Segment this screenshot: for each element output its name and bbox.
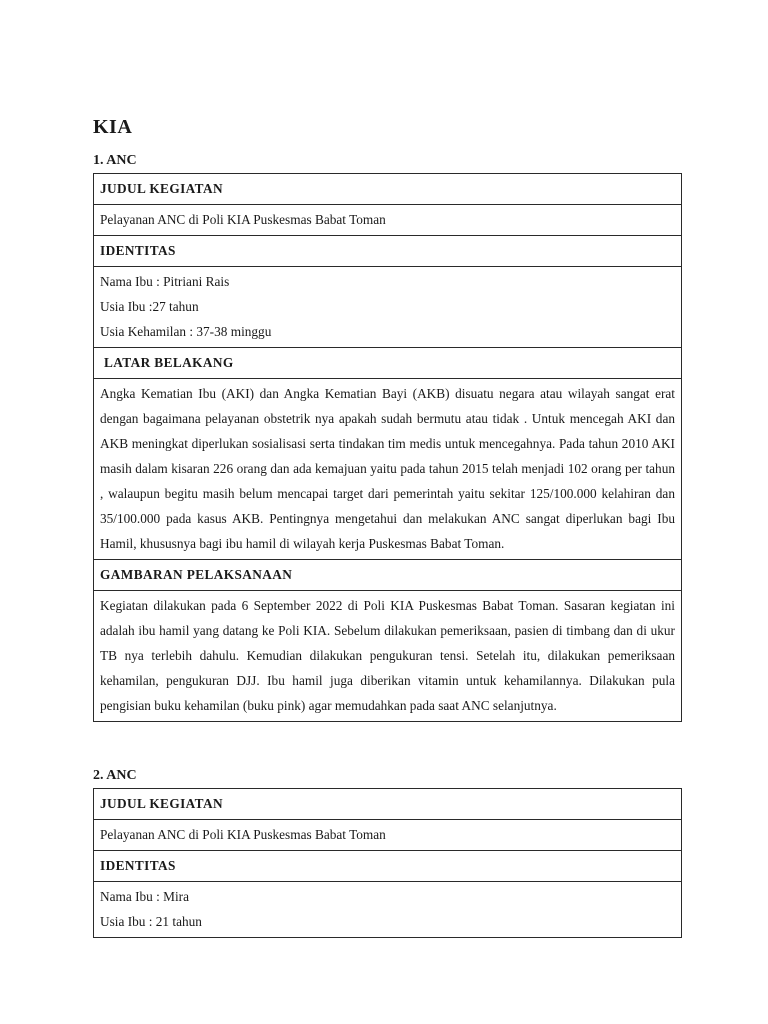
section-heading: 1. ANC [93, 153, 137, 168]
activity-table [93, 173, 682, 722]
table-row [94, 379, 682, 560]
latar-belakang-label: LATAR BELAKANG [94, 348, 682, 379]
table-row [94, 205, 682, 236]
table-row [94, 560, 682, 591]
latar-belakang-text: Angka Kematian Ibu (AKI) dan Angka Kematian Bayi (AKB) disuatu negara atau wilayah sangat erat dengan bagaimana pelayanan obstetrik nya apakah sudah bermutu atau tidak . Untuk mencegah AKI dan AKB meningkat diperlukan sosialisasi serta tindakan tim medis untuk mencegahnya. Pada tahun 2010 AKI masih dalam kisaran 226 orang dan ada kemajuan yaitu pada tahun 2015 telah menjadi 102 orang per tahun , walaupun begitu masih belum mencapai target dari pemerintah yaitu sekitar 125/100.000 kelahiran dan 35/100.000 pada kasus AKB. Pentingnya mengetahui dan melakukan ANC sangat diperlukan bagi Ibu Hamil, khususnya bagi ibu hamil di wilayah kerja Puskesmas Babat Toman. [94, 379, 682, 560]
table-row [94, 348, 682, 379]
identitas-nama: Nama Ibu : Mira [100, 889, 189, 904]
judul-kegiatan-value: Pelayanan ANC di Poli KIA Puskesmas Babat Toman [94, 205, 682, 236]
identitas-usia: Usia Ibu : 21 tahun [100, 914, 202, 929]
identitas-label: IDENTITAS [94, 851, 682, 882]
document-title: KIA [93, 116, 133, 138]
gambaran-pelaksanaan-text: Kegiatan dilakukan pada 6 September 2022 di Poli KIA Puskesmas Babat Toman. Sasaran kegiatan ini adalah ibu hamil yang datang ke Poli KIA. Sebelum dilakukan pemeriksaan, pasien di timbang dan di ukur TB nya terlebih dahulu. Kemudian dilakukan pengukuran tensi. Setelah itu, dilakukan pemeriksaan kehamilan, pengukuran DJJ. Ibu hamil juga diberikan vitamin untuk kehamilannya. Dilakukan pula pengisian buku kehamilan (buku pink) agar memudahkan pada saat ANC selanjutnya. [94, 591, 682, 722]
section-heading: 2. ANC [93, 768, 137, 783]
table-row [94, 851, 682, 882]
identitas-usia-kehamilan: Usia Kehamilan : 37-38 minggu [100, 324, 272, 339]
table-row [94, 174, 682, 205]
table-row [94, 236, 682, 267]
table-row [94, 591, 682, 722]
identitas-nama: Nama Ibu : Pitriani Rais [100, 274, 230, 289]
table-row [94, 267, 682, 348]
judul-kegiatan-label: JUDUL KEGIATAN [94, 174, 682, 205]
identitas-label: IDENTITAS [94, 236, 682, 267]
table-row [94, 820, 682, 851]
gambaran-pelaksanaan-label: GAMBARAN PELAKSANAAN [94, 560, 682, 591]
judul-kegiatan-label: JUDUL KEGIATAN [94, 789, 682, 820]
judul-kegiatan-value: Pelayanan ANC di Poli KIA Puskesmas Babat Toman [94, 820, 682, 851]
activity-table [93, 788, 682, 938]
identitas-usia: Usia Ibu :27 tahun [100, 299, 199, 314]
table-row [94, 789, 682, 820]
table-row [94, 882, 682, 938]
identitas-values [94, 267, 682, 348]
identitas-values [94, 882, 682, 938]
